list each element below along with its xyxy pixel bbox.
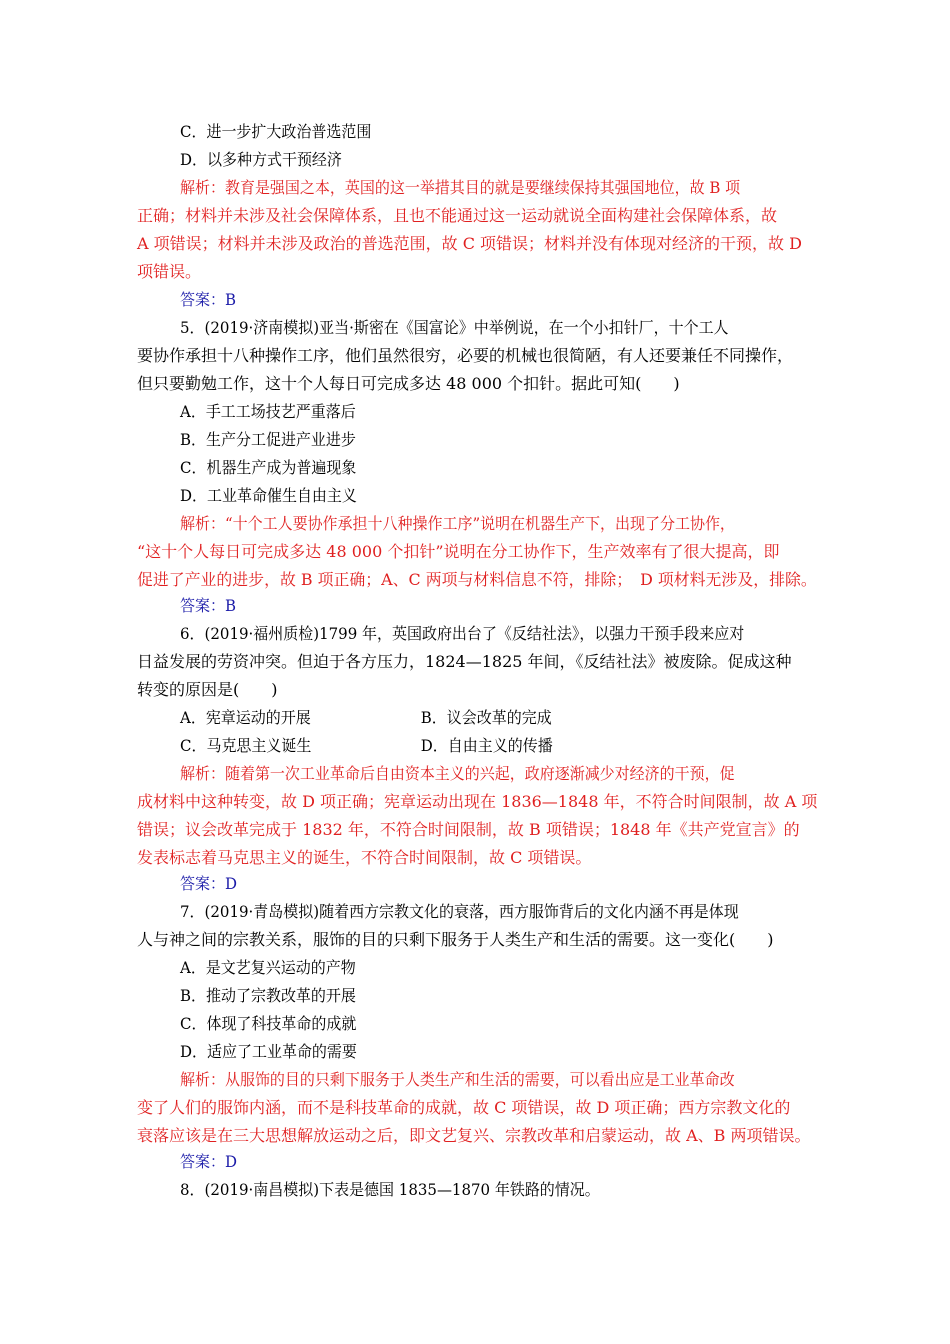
q6-analysis-line-1: 解析：随着第一次工业革命后自由资本主义的兴起，政府逐渐减少对经济的干预，促: [180, 764, 735, 783]
q6-stem-line-1: 6．(2019·福州质检)1799 年，英国政府出台了《反结社法》，以强力干预手段来应对: [180, 624, 745, 643]
q7-option-b: B．推动了宗教改革的开展: [180, 986, 356, 1005]
q7-analysis-line-3: 衰落应该是在三大思想解放运动之后，即文艺复兴、宗教改革和启蒙运动，故 A、B 两项错误。: [137, 1126, 811, 1145]
q4-option-c: C．进一步扩大政治普选范围: [180, 122, 372, 141]
q5-option-b: B．生产分工促进产业进步: [180, 430, 356, 449]
q6-stem-line-2: 日益发展的劳资冲突。但迫于各方压力，1824—1825 年间，《反结社法》被废除。促成这种: [137, 652, 792, 671]
q5-analysis-line-3: 促进了产业的进步，故 B 项正确；A、C 两项与材料信息不符，排除； D 项材料无涉及，排除。: [137, 570, 817, 589]
q5-analysis-line-2: “这十个人每日可完成多达 48 000 个扣针”说明在分工协作下，生产效率有了很大提高，即: [137, 542, 780, 561]
q6-options-row-2: [180, 736, 817, 756]
q5-option-a: A．手工工场技艺严重落后: [180, 402, 356, 421]
q5-option-c: C．机器生产成为普遍现象: [180, 458, 357, 477]
q4-analysis-line-3: A 项错误；材料并未涉及政治的普选范围，故 C 项错误；材料并没有体现对经济的干预，故 D: [137, 234, 802, 253]
q4-option-d: D．以多种方式干预经济: [180, 150, 342, 169]
q7-stem-line-2: 人与神之间的宗教关系，服饰的目的只剩下服务于人类生产和生活的需要。这一变化( ): [137, 930, 774, 949]
q6-analysis-line-3: 错误；议会改革完成于 1832 年，不符合时间限制，故 B 项错误；1848 年《共产党宣言》的: [137, 820, 800, 839]
q4-analysis-line-2: 正确；材料并未涉及社会保障体系，且也不能通过这一运动就说全面构建社会保障体系，故: [137, 206, 778, 225]
q5-stem-line-1: 5．(2019·济南模拟)亚当·斯密在《国富论》中举例说，在一个小扣针厂，十个工人: [180, 318, 729, 337]
q4-analysis-line-1: 解析：教育是强国之本，英国的这一举措其目的就是要继续保持其强国地位，故 B 项: [180, 178, 741, 197]
q7-option-d: D．适应了工业革命的需要: [180, 1042, 357, 1061]
q4-analysis-line-4: 项错误。: [137, 262, 202, 281]
q6-analysis-line-2: 成材料中这种转变，故 D 项正确；宪章运动出现在 1836—1848 年，不符合时间限制，故 A 项: [137, 792, 818, 811]
q6-options-row-1: [180, 708, 817, 728]
q6-option-d: D．自由主义的传播: [420, 736, 553, 755]
q5-stem-line-2: 要协作承担十八种操作工序，他们虽然很穷，必要的机械也很简陋，有人还要兼任不同操作，: [137, 346, 794, 365]
q7-answer: 答案：D: [180, 1152, 237, 1171]
q4-answer: 答案：B: [180, 290, 236, 309]
q7-option-a: A．是文艺复兴运动的产物: [180, 958, 356, 977]
q7-analysis-line-1: 解析：从服饰的目的只剩下服务于人类生产和生活的需要，可以看出应是工业革命改: [180, 1070, 735, 1089]
q5-analysis-line-1: 解析：“十个工人要协作承担十八种操作工序”说明在机器生产下，出现了分工协作，: [180, 514, 735, 533]
q6-option-c: C．马克思主义诞生: [180, 736, 312, 755]
q5-answer: 答案：B: [180, 596, 236, 615]
q6-stem-line-3: 转变的原因是( ): [137, 680, 278, 699]
q6-option-a: A．宪章运动的开展: [180, 708, 311, 727]
q5-stem-line-3: 但只要勤勉工作，这十个人每日可完成多达 48 000 个扣针。据此可知( ): [137, 374, 680, 393]
q7-stem-line-1: 7．(2019·青岛模拟)随着西方宗教文化的衰落，西方服饰背后的文化内涵不再是体现: [180, 902, 739, 921]
q6-answer: 答案：D: [180, 874, 237, 893]
q7-analysis-line-2: 变了人们的服饰内涵，而不是科技革命的成就，故 C 项错误，故 D 项正确；西方宗教文化的: [137, 1098, 791, 1117]
q6-analysis-line-4: 发表标志着马克思主义的诞生，不符合时间限制，故 C 项错误。: [137, 848, 592, 867]
q5-option-d: D．工业革命催生自由主义: [180, 486, 357, 505]
q6-option-b: B．议会改革的完成: [420, 708, 552, 727]
q8-stem: 8．(2019·南昌模拟)下表是德国 1835—1870 年铁路的情况。: [180, 1180, 600, 1199]
q7-option-c: C．体现了科技革命的成就: [180, 1014, 357, 1033]
